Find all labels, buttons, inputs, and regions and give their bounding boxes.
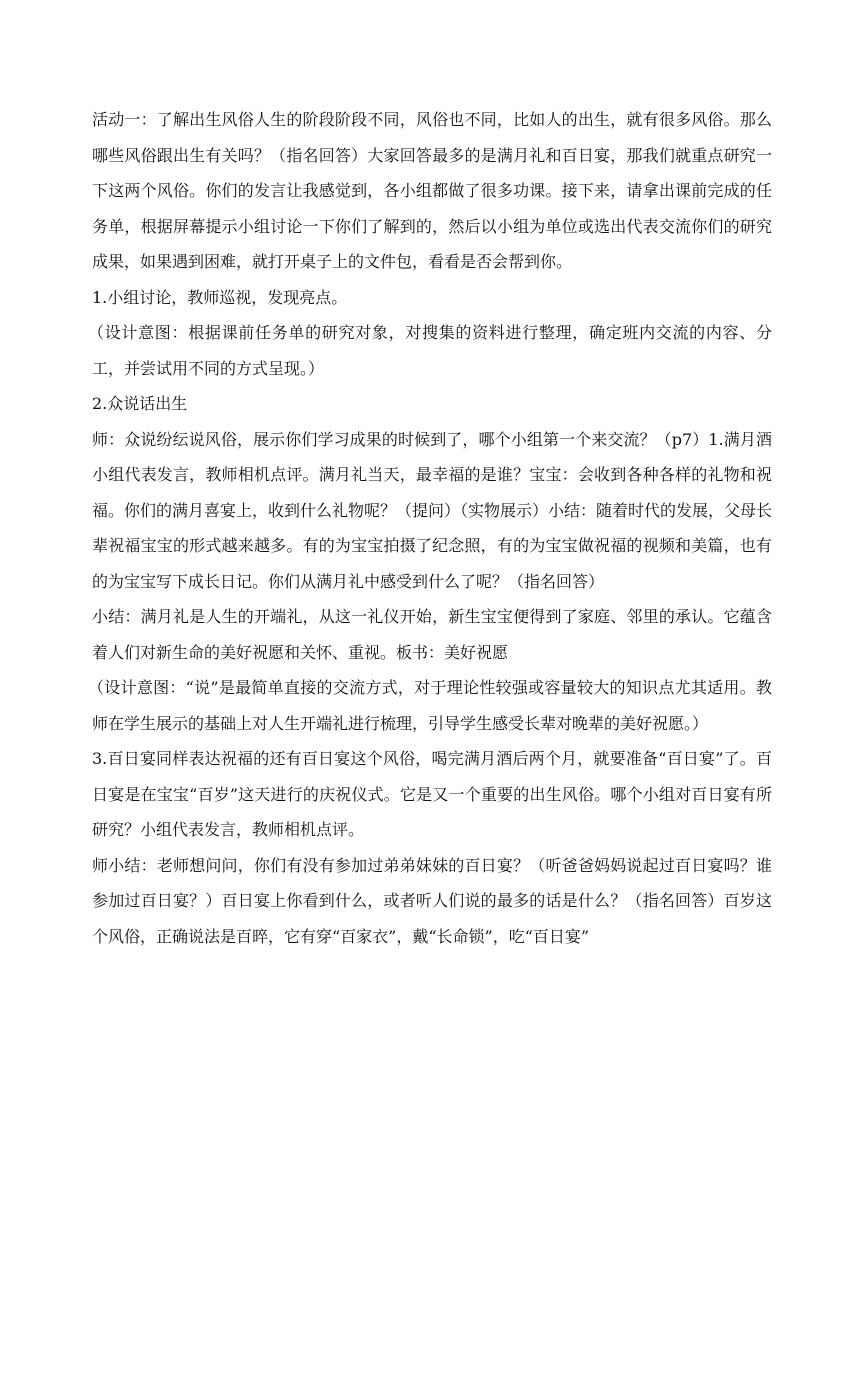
design-intent-note-1: （设计意图：根据课前任务单的研究对象，对搜集的资料进行整理，确定班内交流的内容、分工，并尝试用不同的方式呈现。） bbox=[88, 323, 772, 378]
activity-one-paragraph: 活动一：了解出生风俗人生的阶段阶段不同，风俗也不同，比如人的出生，就有很多风俗。那么哪些风俗跟出生有关吗？（指名回答）大家回答最多的是满月礼和百日宴，那我们就重点研究一下这两个风俗。你们的发言让我感觉到，各小组都做了很多功课。接下来，请拿出课前完成的任务单，根据屏幕提示小组讨论一下你们了解到的，然后以小组为单位或选出代表交流你们的研究成果，如果遇到困难，就打开桌子上的文件包，看看是否会帮到你。 bbox=[92, 110, 772, 271]
teacher-summary-paragraph: 师小结：老师想问问，你们有没有参加过弟弟妹妹的百日宴？（听爸爸妈妈说起过百日宴吗？谁参加过百日宴？）百日宴上你看到什么，或者听人们说的最多的话是什么？（指名回答）百岁这个风俗，正确说法是百晬，它有穿“百家衣”，戴“长命锁”，吃“百日宴” bbox=[92, 855, 772, 946]
hundred-day-feast-paragraph: 3.百日宴同样表达祝福的还有百日宴这个风俗，喝完满月酒后两个月，就要准备“百日宴”了。百日宴是在宝宝“百岁”这天进行的庆祝仪式。它是又一个重要的出生风俗。哪个小组对百日宴有所研究？小组代表发言，教师相机点评。 bbox=[92, 749, 772, 839]
birth-discussion-heading: 2.众说话出生 bbox=[92, 394, 188, 413]
group-discussion-heading: 1.小组讨论，教师巡视，发现亮点。 bbox=[92, 287, 348, 307]
document-body bbox=[88, 102, 773, 954]
full-moon-summary-paragraph: 小结：满月礼是人生的开端礼，从这一礼仪开始，新生宝宝便得到了家庭、邻里的承认。它蕴含着人们对新生命的美好祝愿和关怀、重视。板书：美好祝愿 bbox=[92, 607, 772, 662]
teacher-full-moon-paragraph: 师：众说纷纭说风俗，展示你们学习成果的时候到了，哪个小组第一个来交流？（p7）1.满月酒小组代表发言，教师相机点评。满月礼当天，最幸福的是谁？宝宝：会收到各种各样的礼物和祝福。你们的满月喜宴上，收到什么礼物呢？（提问）（实物展示）小结：随着时代的发展，父母长辈祝福宝宝的形式越来越多。有的为宝宝拍摄了纪念照，有的为宝宝做祝福的视频和美篇，也有的为宝宝写下成长日记。你们从满月礼中感受到什么了呢？（指名回答） bbox=[92, 429, 773, 591]
design-intent-note-2: （设计意图：“说”是最简单直接的交流方式，对于理论性较强或容量较大的知识点尤其适用。教师在学生展示的基础上对人生开端礼进行梳理，引导学生感受长辈对晚辈的美好祝愿。） bbox=[88, 678, 772, 733]
